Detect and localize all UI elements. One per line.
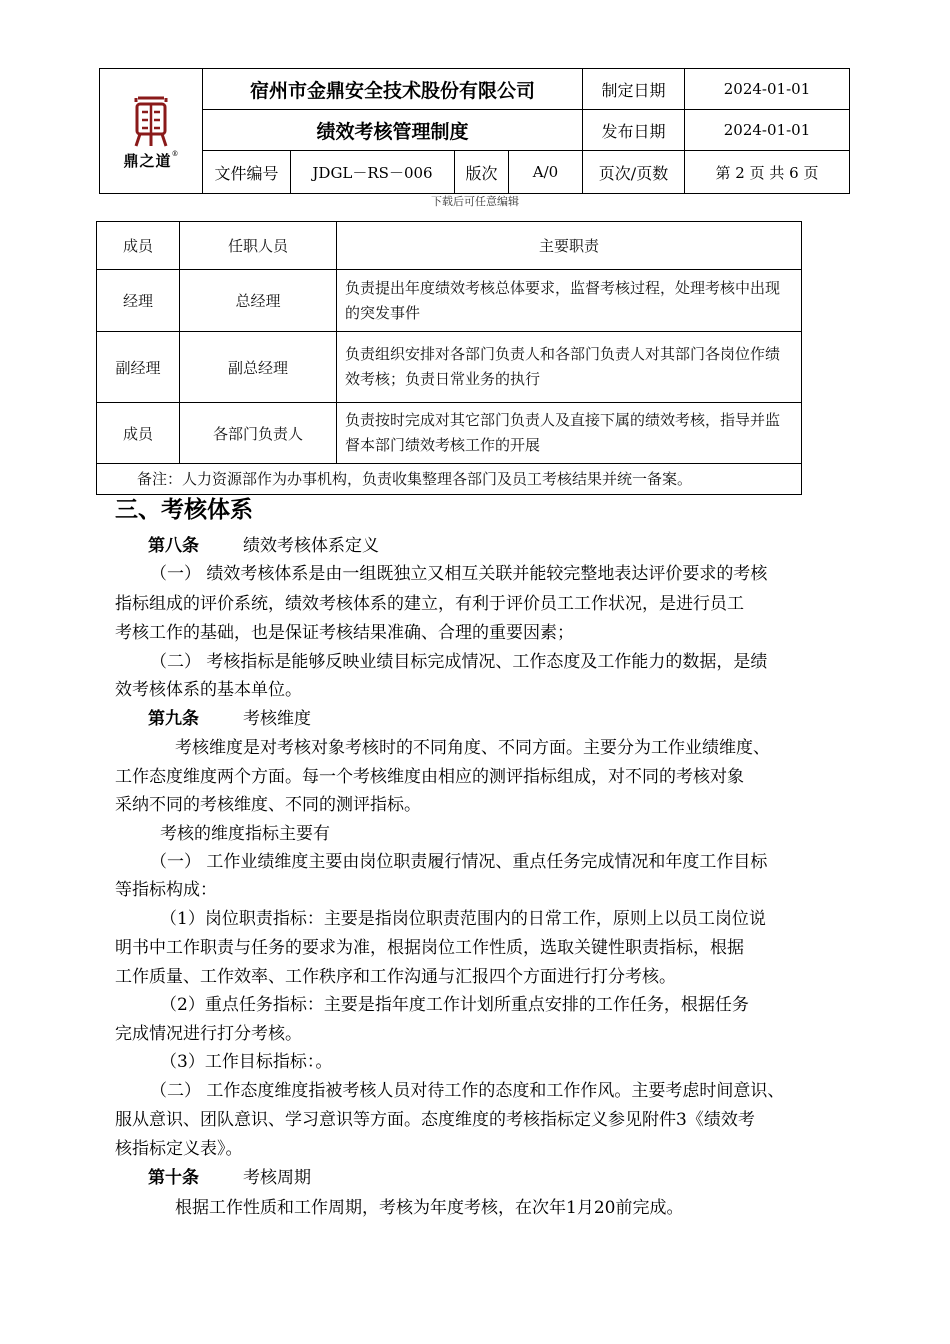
file-no-value: JDGL－RS－006 [312, 163, 433, 182]
paragraph-line: 考核维度是对考核对象考核时的不同角度、不同方面。主要分为工作业绩维度、 [175, 738, 770, 758]
table-cell: 各部门负责人 [180, 403, 337, 464]
article-heading [148, 531, 379, 556]
ding-vessel-icon [128, 92, 174, 150]
paragraph-line: 明书中工作职责与任务的要求为准，根据岗位工作性质，选取关键性职责指标，根据 [115, 938, 744, 958]
table-cell: 经理 [97, 270, 180, 332]
paragraph-line: 采纳不同的考核维度、不同的测评指标。 [115, 795, 421, 815]
paragraph-line: 工作态度维度两个方面。每一个考核维度由相应的测评指标组成，对不同的考核对象 [115, 767, 744, 787]
table-header: 主要职责 [337, 222, 802, 270]
page-label: 页次/页数 [598, 163, 669, 183]
document-title: 绩效考核管理制度 [316, 120, 469, 143]
registered-mark: ® [171, 149, 179, 158]
watermark-text: 下载后可任意编辑 [431, 195, 519, 208]
article-number: 第十条 [148, 1168, 199, 1188]
paragraph-line: 工作质量、工作效率、工作秩序和工作沟通与汇报四个方面进行打分考核。 [115, 967, 676, 987]
table-header-row [97, 222, 802, 270]
table-header: 任职人员 [180, 222, 337, 270]
paragraph-line: 考核的维度指标主要有 [160, 824, 330, 844]
paragraph-line: （二） 考核指标是能够反映业绩目标完成情况、工作态度及工作能力的数据，是绩 [150, 652, 768, 672]
paragraph-line: （1）岗位职责指标：主要是指岗位职责范围内的日常工作，原则上以员工岗位说 [160, 909, 766, 929]
publish-date-value: 2024-01-01 [723, 121, 811, 139]
table-cell: 副经理 [97, 332, 180, 403]
article-title: 绩效考核体系定义 [243, 536, 379, 556]
table-cell: 负责按时完成对其它部门负责人及直接下属的绩效考核，指导并监督本部门绩效考核工作的开展 [337, 403, 802, 464]
page-value: 第 2 页 共 6 页 [715, 163, 819, 182]
table-row [97, 403, 802, 464]
paragraph-line: 效考核体系的基本单位。 [115, 680, 302, 700]
version-label: 版次 [465, 163, 498, 183]
table-cell: 副总经理 [180, 332, 337, 403]
paragraph-line: （二） 工作态度维度指被考核人员对待工作的态度和工作作风。主要考虑时间意识、 [150, 1081, 785, 1101]
article-number: 第九条 [148, 709, 199, 729]
paragraph-line: （一） 绩效考核体系是由一组既独立又相互关联并能较完整地表达评价要求的考核 [150, 564, 768, 584]
member-table [96, 221, 802, 495]
paragraph-line: （一） 工作业绩维度主要由岗位职责履行情况、重点任务完成情况和年度工作目标 [150, 852, 768, 872]
article-title: 考核维度 [243, 709, 311, 729]
paragraph-line: （2）重点任务指标：主要是指年度工作计划所重点安排的工作任务，根据任务 [160, 995, 749, 1015]
paragraph-line: 根据工作性质和工作周期，考核为年度考核，在次年1月20前完成。 [175, 1198, 684, 1218]
table-header: 成员 [97, 222, 180, 270]
made-date-value: 2024-01-01 [723, 80, 811, 98]
table-row [97, 332, 802, 403]
publish-date-label: 发布日期 [601, 121, 666, 141]
paragraph-line: 核指标定义表》。 [115, 1139, 243, 1159]
paragraph-line: 完成情况进行打分考核。 [115, 1024, 302, 1044]
paragraph-line: 等指标构成： [115, 880, 217, 900]
article-number: 第八条 [148, 536, 199, 556]
paragraph-line: 服从意识、团队意识、学习意识等方面。态度维度的考核指标定义参见附件3《绩效考 [115, 1110, 755, 1130]
paragraph-line: 指标组成的评价系统，绩效考核体系的建立，有利于评价员工工作状况，是进行员工 [115, 594, 744, 614]
section-heading: 三、考核体系 [115, 497, 253, 523]
table-cell: 总经理 [180, 270, 337, 332]
article-title: 考核周期 [243, 1168, 311, 1188]
file-no-label: 文件编号 [214, 163, 279, 183]
article-heading [148, 1163, 311, 1188]
company-logo [100, 69, 202, 193]
version-value: A/0 [532, 163, 559, 181]
paragraph-line: （3）工作目标指标：。 [160, 1052, 333, 1072]
paragraph-line: 考核工作的基础，也是保证考核结果准确、合理的重要因素； [115, 623, 574, 643]
company-name: 宿州市金鼎安全技术股份有限公司 [249, 79, 535, 102]
table-note-row [97, 464, 802, 495]
logo-text: 鼎之道 [123, 151, 172, 170]
table-cell: 负责提出年度绩效考核总体要求，监督考核过程，处理考核中出现的突发事件 [337, 270, 802, 332]
document-header [99, 68, 850, 194]
table-cell: 负责组织安排对各部门负责人和各部门负责人对其部门各岗位作绩效考核；负责日常业务的执行 [337, 332, 802, 403]
article-heading [148, 704, 311, 729]
made-date-label: 制定日期 [601, 80, 666, 100]
table-cell: 成员 [97, 403, 180, 464]
table-note: 备注：人力资源部作为办事机构，负责收集整理各部门及员工考核结果并统一备案。 [97, 464, 802, 495]
table-row [97, 270, 802, 332]
